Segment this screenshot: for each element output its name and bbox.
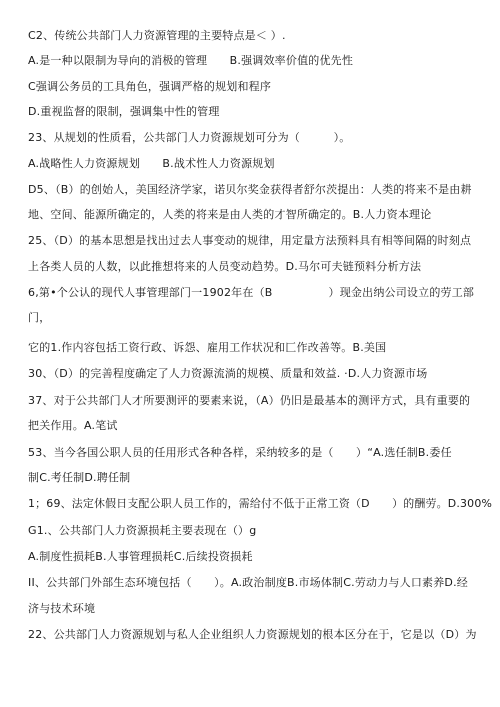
question-30: 30、（D）的完善程度确定了人力资源流淌的规模、质量和效益. ·D.人力资源市场 [28, 367, 428, 380]
question-c2-option-d: D.重视监督的限制，强调集中性的管理 [28, 105, 220, 118]
question-53-line-2: 制C.考任制D.聘任制 [28, 471, 131, 484]
question-23-stem: 23、从规划的性质看，公共部门人力资源规划可分为（ ）。 [28, 131, 351, 144]
question-ii-line-2: 济与技术环境 [28, 602, 96, 615]
question-6-line-3: 它的1.作内容包括工资行政、诉怨、雇用工作状况和匚作改善等。B.美国 [28, 341, 387, 354]
question-d5-line-2: 地、空间、能源所确定的，人类的将来是由人类的才智所确定的。B.人力资本理论 [28, 208, 432, 221]
question-d5-line-1: D5、（B）的创始人，美国经济学家，诺贝尔奖金获得者舒尔茨提出：人类的将来不是由耕 [28, 183, 472, 196]
question-c2-option-c: C强调公务员的工具角色，强调严格的规划和程序 [28, 80, 272, 93]
question-25-line-1: 25、（D）的基本思想是找出过去人事变动的规律，用定量方法预料具有相等间隔的时刻点 [28, 234, 472, 247]
question-ii-line-1: II、公共部门外部生态环境包括（ ）。A.政治制度B.市场体制C.劳动力与人口素养D.经 [28, 576, 469, 589]
question-37-line-2: 把关作用。A.笔试 [28, 419, 118, 432]
question-25-line-2: 上各类人员的人数，以此推想将来的人员变动趋势。D.马尔可夫链预料分析方法 [28, 260, 422, 273]
question-c2-options-ab: A.是一种以限制为导向的消极的管理 B.强调效率价值的优先性 [28, 54, 354, 67]
question-6-line-2: 门， [28, 311, 51, 324]
question-37-line-1: 37、对于公共部门人才所要测评的要素来说，（A）仍旧是最基本的测评方式，具有重要的 [28, 394, 471, 407]
question-c2-stem: C2、传统公共部门人力资源管理的主要特点是＜ ）. [28, 29, 286, 42]
question-69: 1；69、法定休假日支配公职人员工作的，需给付不低于正常工资（D ）的酬劳。D.300% [28, 497, 493, 510]
question-53-line-1: 53、当今各国公职人员的任用形式各种各样，采纳较多的是（ ）“A.选任制B.委任 [28, 446, 452, 459]
question-g1-stem: G1.、公共部门人力资源损耗主要表现在（）g [28, 524, 257, 537]
question-22-line-1: 22、公共部门人力资源规划与私人企业组织人力资源规划的根本区分在于，它是以（D）为 [28, 628, 477, 641]
question-g1-options: A.制度性损耗B.人事管理损耗C.后续投资损耗 [28, 550, 253, 563]
question-6-line-1: 6,第•个公认的现代人事管理部门一1902年在（B ）现金出纳公司设立的劳工部 [28, 286, 475, 299]
question-23-options: A.战略性人力资源规划 B.战术性人力资源规划 [28, 157, 275, 170]
